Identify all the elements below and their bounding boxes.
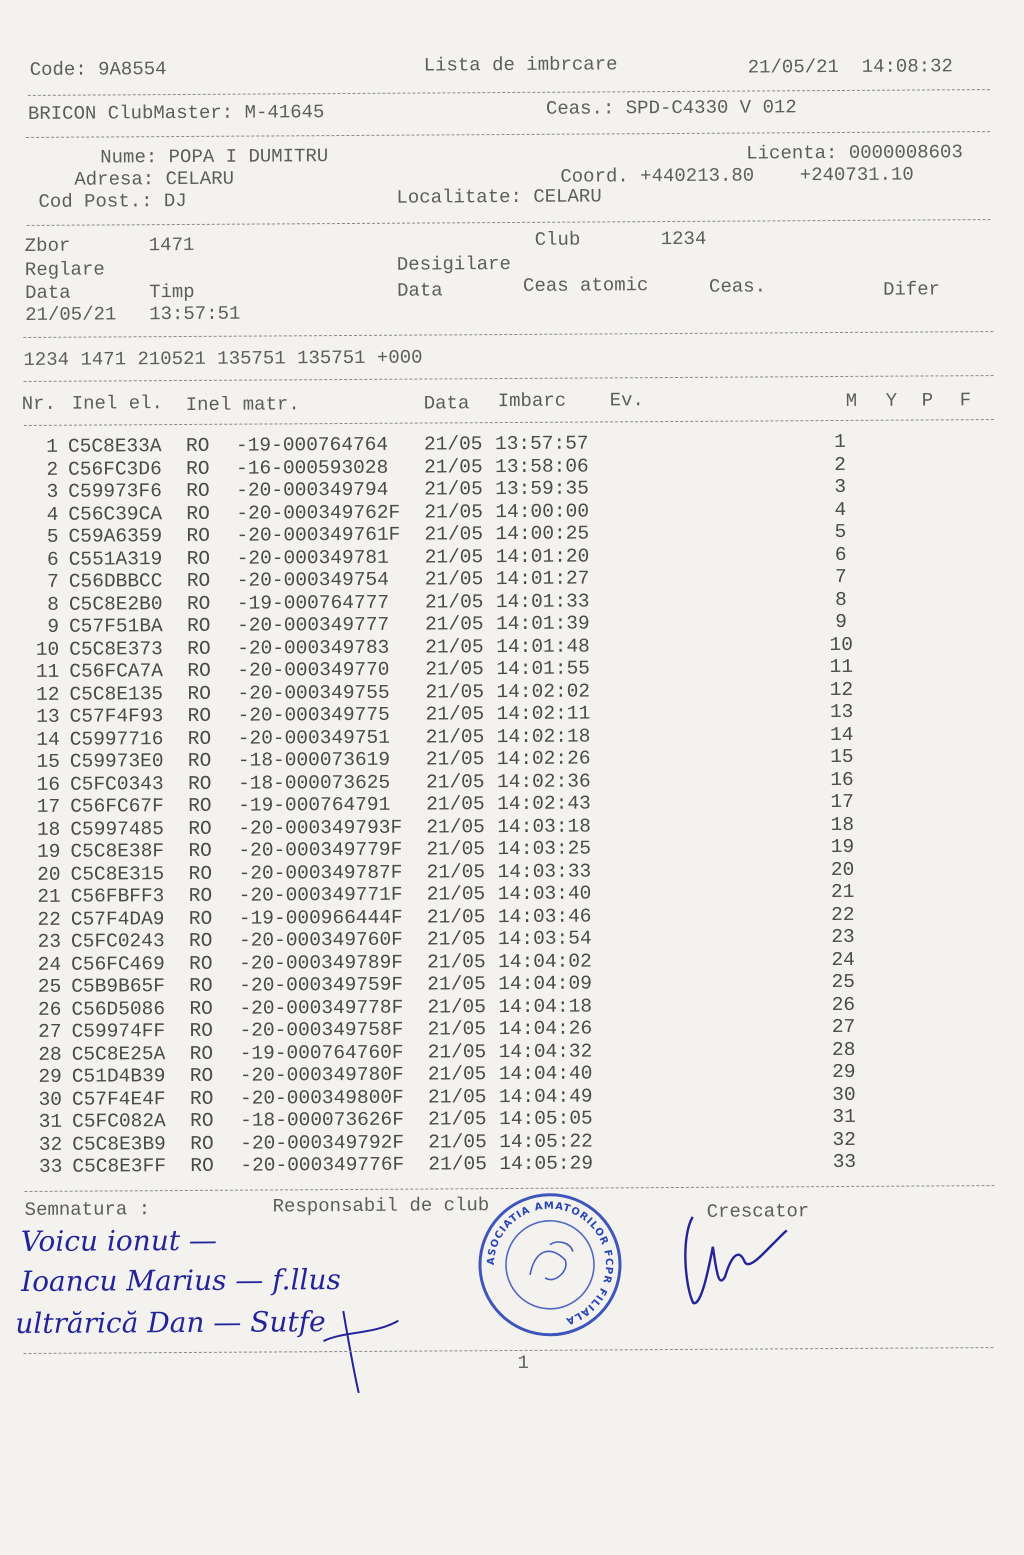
row-number: 20 — [37, 863, 61, 886]
electronic-ring: C5C8E3B9 — [72, 1132, 166, 1156]
arrival-date: 21/05 — [427, 1040, 487, 1064]
reglare-time: 13:57:51 — [149, 302, 241, 326]
row-number: 21 — [37, 885, 61, 908]
electronic-ring: C5997485 — [70, 817, 165, 841]
country-code: RO — [189, 1064, 214, 1087]
arrival-date: 21/05 — [425, 748, 485, 771]
row-number: 9 — [47, 615, 60, 638]
ring-registration: -19-000764791 — [238, 793, 391, 817]
m-position: 19 — [830, 835, 855, 859]
m-position: 16 — [830, 768, 854, 791]
row-number: 26 — [37, 998, 62, 1021]
owner-address: Adresa: CELARU — [74, 167, 235, 191]
divider — [24, 375, 994, 382]
col-inel-el: Inel el. — [71, 392, 164, 415]
arrival-time: 14:01:20 — [495, 545, 590, 568]
row-number: 5 — [46, 525, 59, 548]
country-code: RO — [188, 862, 213, 885]
arrival-date: 21/05 — [424, 478, 483, 501]
m-position: 26 — [831, 993, 856, 1016]
col-f: F — [959, 389, 972, 412]
ring-registration: -20-000349776F — [240, 1153, 405, 1177]
code-label: Code: 9A8554 — [29, 58, 167, 81]
arrival-date: 21/05 — [425, 770, 485, 794]
row-number: 24 — [37, 953, 62, 976]
row-number: 32 — [38, 1133, 63, 1156]
country-code: RO — [189, 974, 213, 997]
zbor-value: 1471 — [148, 233, 195, 257]
electronic-ring: C57F4E4F — [71, 1087, 166, 1111]
ring-registration: -20-000349759F — [239, 973, 404, 997]
m-position: 13 — [829, 700, 854, 724]
country-code: RO — [190, 1109, 214, 1132]
arrival-date: 21/05 — [425, 725, 485, 749]
arrival-date: 21/05 — [427, 1085, 487, 1109]
m-position: 27 — [831, 1015, 856, 1039]
arrival-date: 21/05 — [425, 658, 484, 681]
m-position: 4 — [834, 498, 847, 521]
country-code: RO — [188, 839, 212, 862]
handwritten-signature-1: Voicu ionut — — [20, 1223, 218, 1259]
m-position: 33 — [832, 1150, 857, 1174]
row-number: 7 — [47, 570, 59, 593]
country-code: RO — [189, 997, 213, 1020]
row-number: 31 — [38, 1110, 63, 1133]
arrival-time: 13:57:57 — [494, 432, 589, 456]
m-position: 28 — [831, 1038, 856, 1061]
country-code: RO — [189, 1019, 214, 1042]
arrival-time: 14:04:09 — [498, 972, 592, 996]
ring-registration: -20-000349793F — [238, 816, 403, 840]
desigilare-label: Desigilare — [396, 252, 511, 276]
m-position: 6 — [834, 543, 847, 566]
electronic-ring: C56D5086 — [71, 997, 166, 1021]
ring-registration: -20-000349760F — [238, 928, 403, 952]
electronic-ring: C551A319 — [68, 547, 163, 571]
electronic-ring: C56FC67F — [70, 795, 164, 818]
arrival-date: 21/05 — [426, 793, 485, 816]
electronic-ring: C5997716 — [69, 727, 164, 751]
club-responsible-label: Responsabil de club — [272, 1194, 490, 1218]
arrival-date: 21/05 — [426, 905, 486, 929]
m-position: 24 — [831, 948, 855, 971]
arrival-date: 21/05 — [424, 568, 484, 591]
arrival-time: 13:58:06 — [495, 455, 589, 478]
breeder-label: Crescator — [706, 1200, 810, 1223]
electronic-ring: C5C8E25A — [71, 1042, 166, 1066]
licence-number: Licenta: 0000008603 — [746, 141, 963, 165]
row-number: 1 — [46, 435, 59, 458]
arrival-date: 21/05 — [425, 703, 485, 726]
arrival-time: 14:02:43 — [497, 792, 591, 816]
country-code: RO — [188, 907, 213, 930]
m-position: 21 — [830, 880, 855, 904]
country-code: RO — [188, 794, 212, 817]
electronic-ring: C56FCA7A — [69, 660, 164, 683]
arrival-time: 14:01:27 — [495, 567, 590, 591]
m-position: 5 — [834, 520, 847, 544]
m-position: 18 — [830, 813, 855, 836]
m-position: 23 — [831, 925, 855, 949]
owner-name: Nume: POPA I DUMITRU — [100, 145, 329, 169]
electronic-ring: C5FC0343 — [69, 772, 164, 796]
m-position: 20 — [830, 858, 855, 881]
handwritten-signature-3: ultrărică Dan — Sutfe — [15, 1305, 326, 1341]
arrival-time: 14:03:33 — [497, 860, 592, 883]
ring-registration: -20-000349781 — [236, 546, 389, 570]
electronic-ring: C59A6359 — [68, 525, 163, 548]
ring-registration: -19-000764760F — [239, 1041, 404, 1065]
arrival-date: 21/05 — [427, 973, 486, 996]
row-number: 3 — [46, 480, 59, 503]
arrival-time: 14:01:55 — [496, 657, 591, 681]
country-code: RO — [187, 749, 212, 772]
arrival-time: 14:03:25 — [497, 837, 592, 861]
arrival-time: 14:01:48 — [496, 635, 590, 658]
divider — [24, 1347, 994, 1354]
handwritten-signature-2: Ioancu Marius — f.llus — [20, 1263, 341, 1299]
row-number: 11 — [35, 660, 60, 683]
arrival-time: 14:01:39 — [496, 612, 590, 636]
document-title: Lista de imbrcare — [423, 53, 618, 77]
ring-registration: -20-000349762F — [236, 501, 401, 525]
arrival-date: 21/05 — [428, 1153, 487, 1176]
arrival-date: 21/05 — [423, 433, 483, 456]
row-number: 19 — [36, 840, 61, 863]
page-number: 1 — [517, 1351, 530, 1374]
electronic-ring: C5C8E33A — [67, 435, 162, 458]
row-number: 22 — [37, 908, 61, 931]
col-inel-matr: Inel matr. — [185, 393, 300, 416]
col-nr: Nr. — [21, 392, 57, 415]
arrival-date: 21/05 — [424, 500, 483, 524]
ring-registration: -18-000073626F — [240, 1108, 404, 1132]
arrival-time: 14:02:36 — [496, 770, 591, 793]
row-number: 27 — [38, 1020, 62, 1043]
row-number: 30 — [38, 1088, 63, 1111]
country-code: RO — [188, 817, 212, 840]
arrival-time: 14:03:18 — [497, 815, 591, 838]
row-number: 18 — [36, 818, 61, 841]
arrival-date: 21/05 — [428, 1130, 487, 1154]
ceas-label: Ceas. — [708, 275, 767, 298]
arrival-time: 14:04:26 — [498, 1017, 593, 1041]
country-code: RO — [187, 614, 211, 637]
ring-registration: -20-000349755 — [237, 681, 390, 705]
electronic-ring: C57F4DA9 — [70, 907, 165, 931]
electronic-ring: C56FC469 — [71, 952, 165, 976]
locality: Localitate: CELARU — [396, 185, 602, 209]
system-label: BRICON ClubMaster: M-41645 — [27, 101, 325, 125]
ring-registration: -20-000349780F — [239, 1063, 404, 1087]
electronic-ring: C56FC3D6 — [68, 457, 162, 481]
divider — [24, 419, 994, 426]
signature-label: Semnatura : — [24, 1198, 151, 1221]
row-number: 10 — [35, 638, 60, 661]
country-code: RO — [189, 1042, 214, 1065]
m-position: 10 — [829, 633, 853, 656]
arrival-date: 21/05 — [424, 523, 484, 546]
clock-label: Ceas.: SPD-C4330 V 012 — [545, 96, 797, 120]
divider — [27, 219, 991, 226]
ring-registration: -20-000349794 — [236, 478, 389, 502]
m-position: 15 — [830, 745, 854, 769]
ring-registration: -20-000349787F — [238, 861, 403, 885]
country-code: RO — [187, 772, 212, 795]
m-position: 11 — [829, 655, 854, 679]
row-number: 6 — [46, 548, 59, 571]
flight-code-line: 1234 1471 210521 135751 135751 +000 — [23, 346, 423, 371]
arrival-time: 14:04:02 — [498, 950, 592, 973]
arrival-date: 21/05 — [427, 1018, 487, 1041]
arrival-time: 14:04:40 — [498, 1062, 593, 1086]
col-y: Y — [885, 389, 898, 412]
arrival-time: 14:03:46 — [497, 905, 592, 928]
arrival-time: 14:04:18 — [498, 995, 593, 1018]
ring-registration: -20-000349771F — [238, 883, 403, 907]
electronic-ring: C5C8E373 — [69, 637, 163, 661]
arrival-time: 14:05:05 — [499, 1107, 593, 1131]
col-ev: Ev. — [609, 389, 644, 412]
electronic-ring: C59973E0 — [69, 750, 164, 773]
electronic-ring: C5C8E135 — [69, 682, 164, 706]
arrival-time: 14:02:02 — [496, 680, 591, 703]
arrival-date: 21/05 — [427, 1063, 487, 1086]
data2-label: Data — [396, 279, 443, 302]
arrival-date: 21/05 — [427, 950, 486, 974]
arrival-date: 21/05 — [425, 613, 484, 636]
m-position: 3 — [834, 475, 847, 499]
country-code: RO — [189, 952, 213, 975]
arrival-time: 14:02:26 — [496, 747, 591, 771]
country-code: RO — [187, 704, 212, 727]
ring-registration: -16-000593028 — [236, 456, 389, 480]
m-position: 31 — [832, 1105, 856, 1129]
row-number: 17 — [36, 795, 61, 818]
ring-registration: -20-000349777 — [237, 613, 390, 637]
country-code: RO — [188, 884, 213, 907]
country-code: RO — [187, 727, 212, 750]
arrival-date: 21/05 — [424, 545, 484, 569]
arrival-time: 14:01:33 — [495, 590, 590, 613]
m-position: 25 — [831, 970, 856, 994]
arrival-time: 14:02:18 — [496, 725, 591, 748]
col-data: Data — [423, 392, 470, 415]
ring-registration: -20-000349754 — [236, 568, 389, 592]
m-position: 30 — [832, 1083, 856, 1106]
row-number: 16 — [36, 773, 61, 796]
breeder-signature — [679, 1206, 800, 1311]
arrival-time: 14:04:32 — [498, 1040, 593, 1063]
ring-registration: -18-000073625 — [237, 771, 391, 795]
row-number: 15 — [36, 750, 60, 773]
ring-registration: -20-000349778F — [239, 996, 404, 1020]
row-number: 23 — [37, 930, 62, 953]
row-number: 8 — [47, 593, 60, 616]
electronic-ring: C59974FF — [71, 1020, 166, 1043]
reglare-date: 21/05/21 — [25, 303, 117, 326]
electronic-ring: C5B9B65F — [71, 975, 165, 998]
m-position: 9 — [835, 610, 847, 634]
m-position: 22 — [831, 903, 855, 926]
arrival-time: 13:59:35 — [495, 477, 589, 501]
arrival-time: 14:03:54 — [497, 927, 592, 951]
electronic-ring: C5C8E2B0 — [68, 592, 163, 616]
row-number: 33 — [38, 1155, 63, 1178]
electronic-ring: C5C8E3FF — [72, 1155, 167, 1178]
m-position: 12 — [829, 678, 854, 701]
arrival-date: 21/05 — [426, 883, 486, 906]
country-code: RO — [187, 682, 211, 705]
m-position: 1 — [834, 430, 846, 454]
arrival-date: 21/05 — [424, 590, 484, 614]
country-code: RO — [186, 569, 211, 592]
electronic-ring: C5FC0243 — [70, 930, 165, 953]
reglare-label: Reglare — [24, 258, 105, 281]
country-code: RO — [190, 1132, 214, 1155]
ring-registration: -19-000764764 — [235, 433, 389, 457]
row-number: 25 — [37, 975, 62, 998]
ring-registration: -19-000966444F — [238, 906, 403, 930]
ring-registration: -20-000349789F — [239, 951, 404, 975]
country-code: RO — [185, 434, 210, 457]
country-code: RO — [190, 1154, 214, 1177]
electronic-ring: C56C39CA — [68, 502, 163, 526]
col-imbarc: Imbarc — [497, 389, 567, 413]
ring-registration: -18-000073619 — [237, 748, 391, 772]
col-p: P — [921, 389, 934, 412]
arrival-date: 21/05 — [425, 635, 484, 659]
country-code: RO — [186, 479, 210, 502]
ring-registration: -20-000349783 — [237, 636, 390, 660]
arrival-time: 14:05:22 — [499, 1130, 593, 1153]
ring-registration: -20-000349792F — [240, 1131, 405, 1155]
zbor-label: Zbor — [24, 234, 71, 257]
arrival-time: 14:05:29 — [499, 1152, 594, 1176]
svg-text:ASOCIATIA AMATORILOR FCPR FILI: ASOCIATIA AMATORILOR FCPR FILIALA — [485, 1200, 615, 1327]
m-position: 17 — [830, 790, 854, 814]
coordinates: Coord. +440213.80 +240731.10 — [560, 163, 914, 188]
row-number: 12 — [36, 683, 60, 706]
ring-registration: -20-000349779F — [238, 838, 403, 862]
divider — [26, 131, 990, 138]
arrival-date: 21/05 — [426, 838, 486, 861]
arrival-date: 21/05 — [427, 995, 486, 1019]
ceas-atomic-label: Ceas atomic — [522, 274, 649, 297]
arrival-date: 21/05 — [425, 680, 485, 704]
arrival-time: 14:04:49 — [498, 1085, 593, 1108]
country-code: RO — [186, 457, 210, 480]
row-number: 28 — [38, 1043, 62, 1066]
electronic-ring: C57F51BA — [69, 615, 163, 638]
ring-registration: -20-000349770 — [237, 658, 390, 682]
divider — [28, 89, 990, 96]
arrival-date: 21/05 — [428, 1108, 487, 1131]
m-position: 2 — [834, 453, 847, 476]
ring-registration: -20-000349758F — [239, 1018, 404, 1042]
m-position: 32 — [832, 1128, 856, 1151]
m-position: 14 — [829, 723, 854, 746]
club-label: Club — [534, 228, 581, 251]
country-code: RO — [186, 547, 211, 570]
country-code: RO — [186, 592, 211, 615]
row-number: 29 — [38, 1065, 62, 1088]
arrival-time: 14:02:11 — [496, 702, 591, 726]
arrival-time: 14:00:25 — [495, 522, 590, 546]
row-number: 13 — [36, 705, 60, 728]
arrival-date: 21/05 — [424, 455, 483, 479]
m-position: 29 — [832, 1060, 856, 1084]
country-code: RO — [187, 637, 211, 660]
club-stamp — [475, 1189, 626, 1340]
arrival-time: 14:03:40 — [497, 882, 592, 906]
print-datetime: 21/05/21 14:08:32 — [747, 55, 953, 79]
country-code: RO — [187, 659, 211, 682]
country-code: RO — [186, 524, 211, 547]
arrival-date: 21/05 — [426, 928, 486, 951]
row-number: 2 — [46, 458, 59, 481]
m-position: 7 — [834, 565, 847, 589]
electronic-ring: C56FBFF3 — [70, 885, 165, 908]
country-code: RO — [188, 929, 213, 952]
ring-registration: -20-000349775 — [237, 703, 390, 727]
electronic-ring: C51D4B39 — [71, 1065, 166, 1088]
row-number: 4 — [46, 503, 59, 526]
electronic-ring: C5FC082A — [72, 1110, 166, 1133]
electronic-ring: C5C8E315 — [70, 862, 165, 886]
m-position: 8 — [835, 588, 847, 611]
arrival-date: 21/05 — [426, 860, 486, 884]
ring-registration: -20-000349800F — [239, 1086, 404, 1110]
ring-registration: -19-000764777 — [236, 591, 390, 615]
arrival-date: 21/05 — [426, 815, 485, 839]
row-number: 14 — [36, 728, 60, 751]
data-label: Data — [24, 281, 71, 304]
col-m: M — [845, 389, 858, 412]
electronic-ring: C57F4F93 — [69, 705, 164, 728]
electronic-ring: C59973F6 — [68, 480, 162, 503]
postcode: Cod Post.: DJ — [38, 189, 187, 213]
club-value: 1234 — [660, 227, 707, 251]
timp-label: Timp — [148, 280, 195, 304]
ring-registration: -20-000349761F — [236, 523, 401, 547]
divider — [23, 331, 993, 338]
electronic-ring: C56DBBCC — [68, 570, 163, 593]
ring-registration: -20-000349751 — [237, 726, 390, 750]
electronic-ring: C5C8E38F — [70, 840, 165, 863]
country-code: RO — [189, 1087, 214, 1110]
country-code: RO — [186, 502, 210, 525]
arrival-time: 14:00:00 — [495, 500, 590, 523]
difer-label: Difer — [882, 278, 941, 301]
